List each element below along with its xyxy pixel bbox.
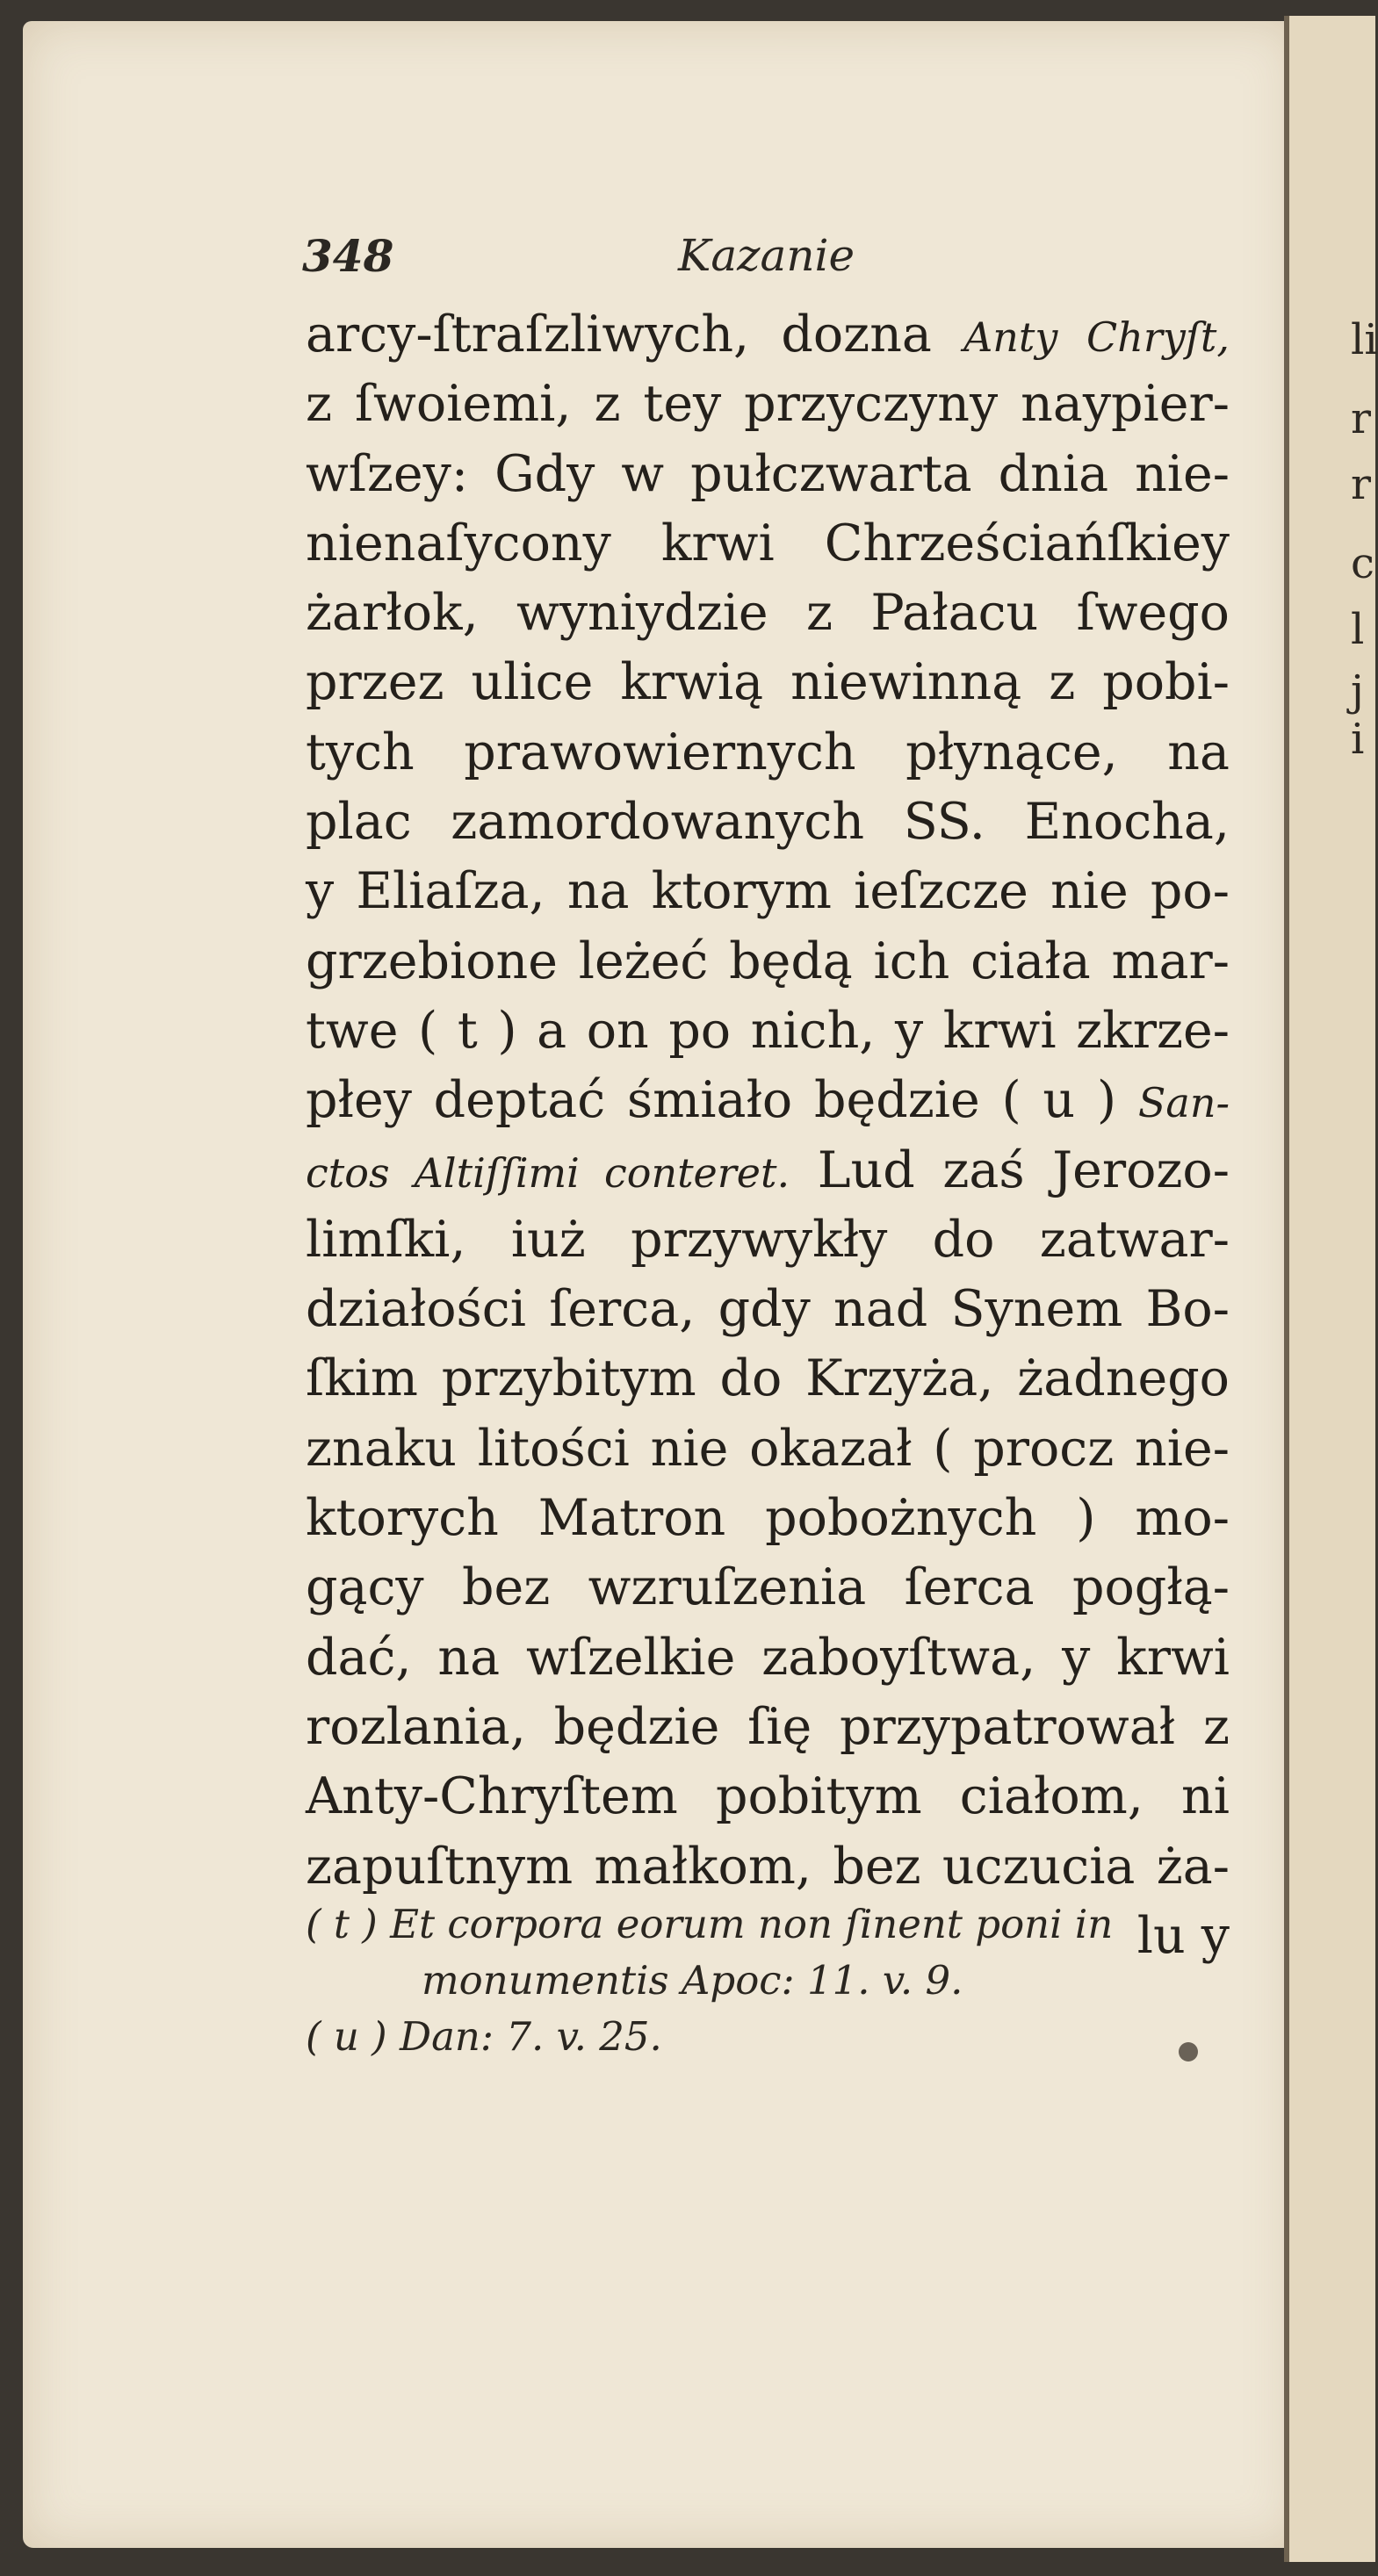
line-text: tych prawowiernych płynące, na (306, 723, 1230, 781)
line-text: grzebione leżeć będą ich ciała mar- (306, 932, 1230, 990)
page-header (302, 230, 1180, 291)
line-text: plac zamordowanych SS. Enocha, (306, 793, 1230, 852)
line-text: Anty-Chryſtem pobitym ciałom, ni (306, 1767, 1230, 1826)
text-line (306, 1414, 1230, 1484)
line-text: z ſwoiemi, z tey przyczyny naypier- (306, 375, 1230, 434)
line-text: dać, na wſzelkie zaboyſtwa, y krwi (306, 1628, 1230, 1687)
line-text: lu y (1136, 1906, 1230, 1965)
adjacent-page-edge (1284, 16, 1378, 2562)
adjacent-page-fragment: j (1351, 666, 1364, 716)
line-text: znaku litości nie okazał ( procz nie- (306, 1419, 1230, 1478)
line-text: zapuſtnym małkom, bez uczucia ża- (306, 1837, 1230, 1896)
latin-quote: ctos Altiſſimi conteret. (306, 1148, 790, 1197)
line-text: arcy-ſtraſzliwych, dozna (306, 306, 964, 363)
footnote-t: ( t ) Et corpora eorum non ſinent poni in (306, 1901, 1114, 1947)
text-line (306, 648, 1230, 717)
text-line (306, 997, 1230, 1066)
line-text: ktorych Matron pobożnych ) mo- (306, 1489, 1230, 1548)
line-text: limſki, iuż przywykły do zatwar- (306, 1210, 1230, 1269)
ink-spot (1179, 2042, 1198, 2062)
line-text: przez ulice krwią niewinną z pobi- (306, 653, 1230, 712)
page-number: 348 (302, 230, 394, 282)
line-text: żarłok, wyniydzie z Pałacu ſwego (306, 584, 1230, 643)
text-line (306, 857, 1230, 926)
text-line (306, 1553, 1230, 1623)
adjacent-page-fragment: li (1351, 315, 1378, 364)
line-text: twe ( t ) a on po nich, y krwi zkrze- (306, 1001, 1230, 1060)
text-line (306, 370, 1230, 439)
text-line (306, 718, 1230, 788)
text-line (306, 1623, 1230, 1693)
line-text: działości ſerca, gdy nad Synem Bo- (306, 1280, 1230, 1339)
text-line (306, 1762, 1230, 1831)
line-text: ſkim przybitym do Krzyża, żadnego (306, 1349, 1230, 1408)
book-page (23, 21, 1298, 2548)
line-text: y Eliaſza, na ktorym ieſzcze nie po- (306, 862, 1230, 921)
footnotes (306, 1896, 1254, 2065)
adjacent-page-fragment: l (1351, 605, 1365, 654)
text-line (306, 1136, 1230, 1205)
line-text: wſzey: Gdy w pułczwarta dnia nie- (306, 444, 1230, 503)
adjacent-page-fragment: i (1351, 715, 1365, 764)
line-text: rozlania, będzie ſię przypatrował z (306, 1697, 1230, 1756)
text-line (306, 579, 1230, 648)
running-head: Kazanie (678, 230, 855, 281)
line-text: Lud zaś Jerozo- (790, 1140, 1230, 1199)
text-line (306, 1832, 1230, 1902)
text-line (306, 927, 1230, 997)
italic-phrase: San- (1137, 1079, 1230, 1127)
adjacent-page-fragment: c (1351, 539, 1374, 588)
line-text: nienaſycony krwi Chrześciańſkiey (306, 514, 1230, 572)
text-line (306, 440, 1230, 509)
text-line (306, 509, 1230, 579)
body-text (306, 300, 1230, 1971)
text-line (306, 788, 1230, 857)
text-line (306, 1344, 1230, 1414)
text-line (306, 1275, 1230, 1344)
adjacent-page-fragment: r (1351, 394, 1371, 443)
footnote-t-continued: monumentis Apoc: 11. v. 9. (422, 1957, 963, 2004)
footnote-u: ( u ) Dan: 7. v. 25. (306, 2013, 662, 2060)
italic-phrase: Anty Chryſt, (963, 313, 1230, 361)
text-line (306, 300, 1230, 370)
adjacent-page-fragment: r (1351, 460, 1371, 509)
line-text: gący bez wzruſzenia ſerca pogłą- (306, 1558, 1230, 1617)
line-text: płey deptać śmiało będzie ( u ) (306, 1071, 1138, 1130)
text-line (306, 1693, 1230, 1762)
text-line (306, 1484, 1230, 1553)
text-line (306, 1205, 1230, 1275)
text-line (306, 1066, 1230, 1135)
